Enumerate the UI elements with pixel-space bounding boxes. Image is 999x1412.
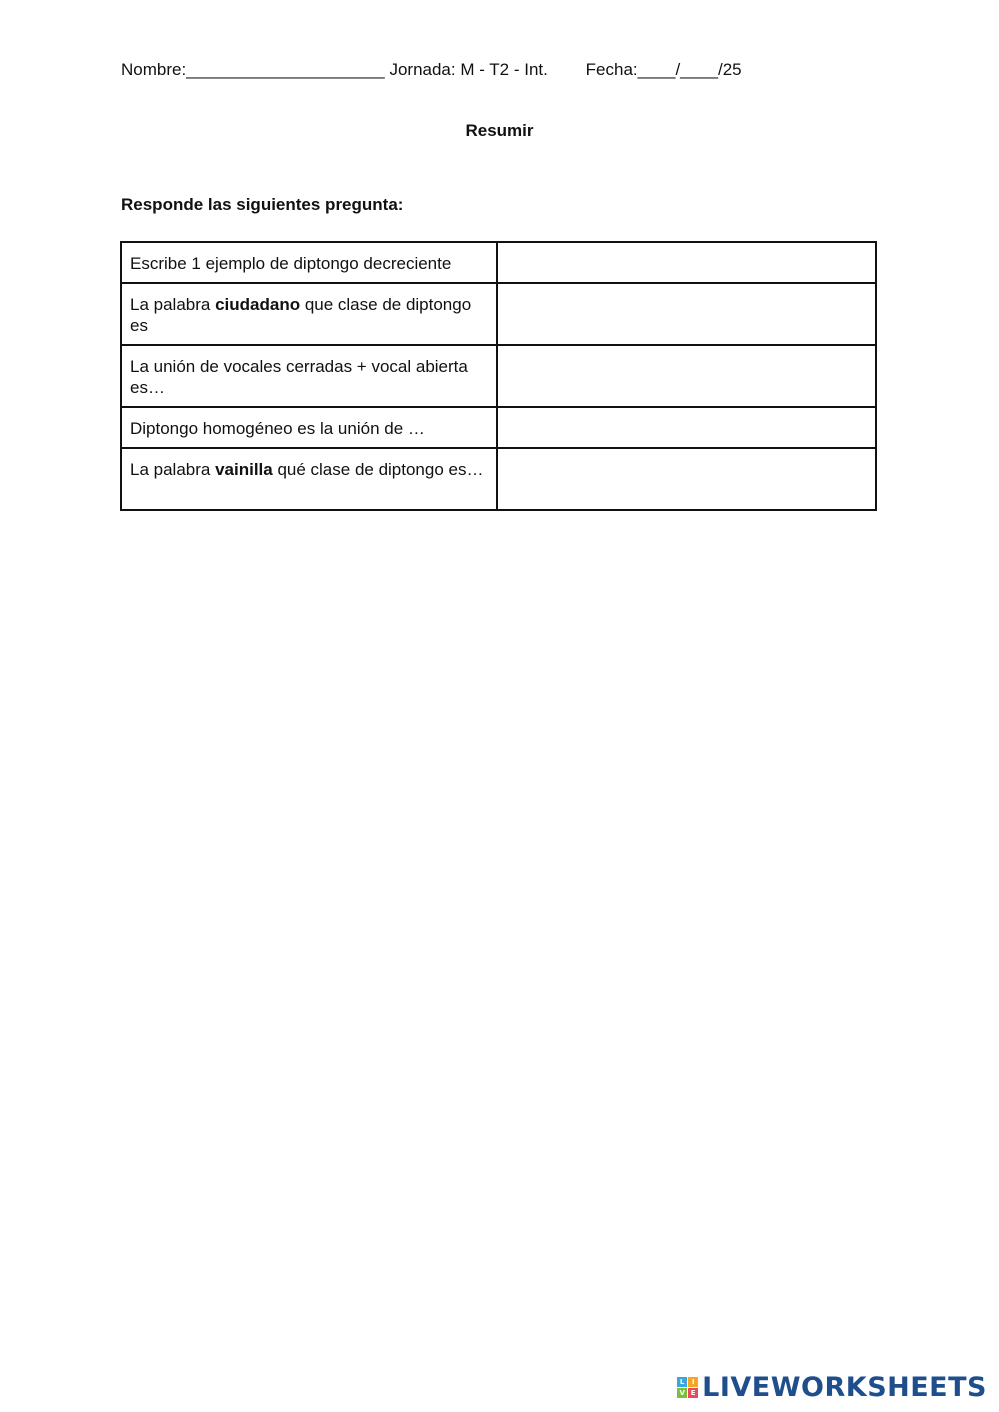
logo-text: LIVEWORKSHEETS bbox=[702, 1371, 987, 1403]
question-cell: La palabra vainilla qué clase de diptongo es… bbox=[121, 448, 497, 510]
logo-letter: E bbox=[688, 1388, 698, 1398]
answer-cell[interactable] bbox=[497, 407, 876, 448]
answer-cell[interactable] bbox=[497, 283, 876, 345]
question-table bbox=[120, 241, 877, 511]
logo-letter: I bbox=[688, 1377, 698, 1387]
question-cell: Diptongo homogéneo es la unión de … bbox=[121, 407, 497, 448]
question-cell: Escribe 1 ejemplo de diptongo decreciente bbox=[121, 242, 497, 283]
logo-mark-icon bbox=[677, 1377, 698, 1398]
table-row bbox=[121, 407, 876, 448]
answer-cell[interactable] bbox=[497, 345, 876, 407]
table-row bbox=[121, 283, 876, 345]
page-title: Resumir bbox=[465, 121, 534, 140]
table-row bbox=[121, 448, 876, 510]
table-row bbox=[121, 242, 876, 283]
logo-letter: V bbox=[677, 1388, 687, 1398]
question-cell: La palabra ciudadano que clase de diptongo es bbox=[121, 283, 497, 345]
bold-word: ciudadano bbox=[215, 295, 301, 314]
liveworksheets-logo bbox=[677, 1372, 987, 1402]
logo-letter: L bbox=[677, 1377, 687, 1387]
instructions-heading: Responde las siguientes pregunta: bbox=[121, 195, 404, 214]
table-row bbox=[121, 345, 876, 407]
answer-cell[interactable] bbox=[497, 242, 876, 283]
answer-cell[interactable] bbox=[497, 448, 876, 510]
question-cell: La unión de vocales cerradas + vocal abierta es… bbox=[121, 345, 497, 407]
header-line: Nombre:_____________________ Jornada: M - T2 - Int. Fecha:____/____/25 bbox=[121, 60, 742, 79]
bold-word: vainilla bbox=[215, 460, 273, 479]
